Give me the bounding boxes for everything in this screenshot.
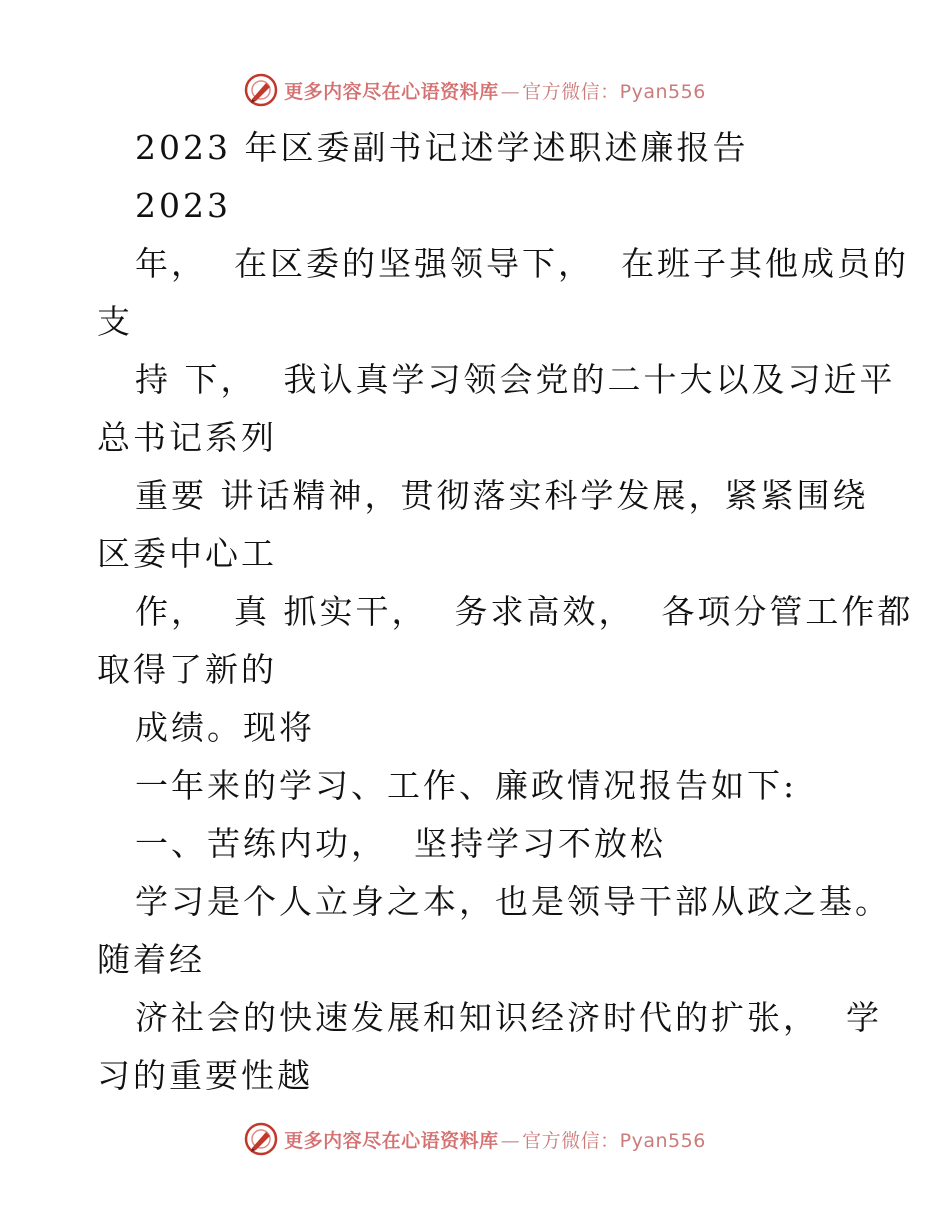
watermark-text: [284, 77, 706, 104]
text-line: 作， 真 抓实干， 务求高效， 各项分管工作都: [135, 592, 914, 631]
watermark-title: 更多内容尽在心语资料库: [284, 80, 499, 103]
watermark-header: [0, 70, 950, 110]
watermark-dash: —: [500, 1129, 521, 1152]
text-line: 取得了新的: [97, 650, 277, 689]
watermark-contact: 官方微信：Pyan556: [522, 1129, 706, 1152]
watermark-footer: [0, 1119, 950, 1159]
text-line: 总书记系列: [97, 418, 277, 457]
text-line: 一年来的学习、工作、廉政情况报告如下:: [135, 766, 798, 805]
watermark-contact: 官方微信：Pyan556: [522, 80, 706, 103]
text-line: 济社会的快速发展和知识经济时代的扩张， 学: [135, 998, 882, 1037]
watermark-dash: —: [500, 80, 521, 103]
text-line: 随着经: [97, 940, 205, 979]
text-line: 持 下， 我认真学习领会党的二十大以及习近平: [135, 360, 896, 399]
document-title: 2023 年区委副书记述学述职述廉报告: [135, 128, 749, 167]
watermark-title: 更多内容尽在心语资料库: [284, 1129, 499, 1152]
section-heading: 一、苦练内功， 坚持学习不放松: [135, 824, 666, 863]
pen-logo-icon: [244, 73, 278, 107]
text-line: 区委中心工: [97, 534, 277, 573]
watermark-text: [284, 1126, 706, 1153]
text-line: 支: [97, 302, 133, 341]
text-line: 学习是个人立身之本，也是领导干部从政之基。: [135, 882, 891, 921]
text-line: 年， 在区委的坚强领导下， 在班子其他成员的: [135, 244, 909, 283]
text-line: 2023: [135, 186, 231, 225]
text-line: 习的重要性越: [97, 1056, 313, 1095]
pen-logo-icon: [244, 1122, 278, 1156]
text-line: 成绩。现将: [135, 708, 315, 747]
text-line: 重要 讲话精神，贯彻落实科学发展，紧紧围绕: [135, 476, 869, 515]
